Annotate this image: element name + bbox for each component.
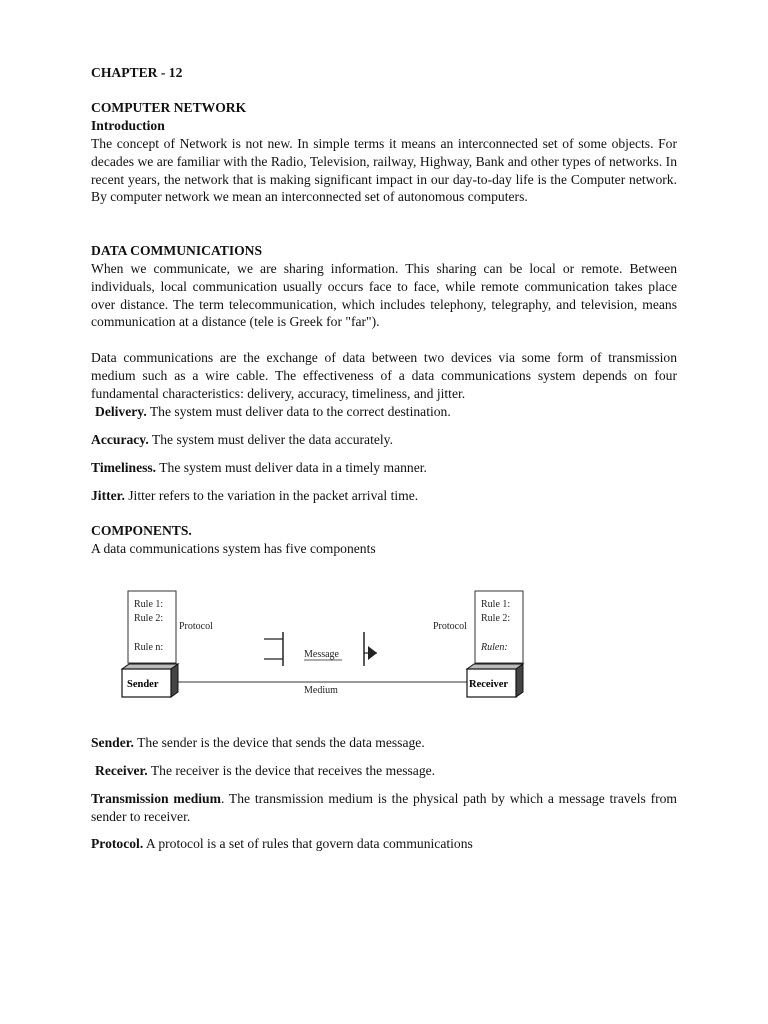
characteristic-term: Jitter. <box>91 488 125 503</box>
sender-rule-n: Rule n: <box>134 642 164 653</box>
sender-protocol-label: Protocol <box>179 621 213 632</box>
receiver-rule-1: Rule 1: <box>481 599 511 610</box>
message-label: Message <box>304 649 339 660</box>
definition-protocol <box>91 835 677 853</box>
definition-term: Receiver. <box>95 763 148 778</box>
definition-term: Protocol. <box>91 836 144 851</box>
definition-transmission-medium <box>91 790 677 826</box>
definition-desc: The sender is the device that sends the data message. <box>137 735 425 750</box>
receiver-label: Receiver <box>469 679 509 690</box>
components-diagram <box>121 588 531 702</box>
characteristic-jitter <box>91 487 677 505</box>
definition-desc: The receiver is the device that receives the message. <box>150 763 436 778</box>
characteristic-term: Timeliness. <box>91 460 157 475</box>
components-heading: COMPONENTS. <box>91 523 192 538</box>
data-communications-heading: DATA COMMUNICATIONS <box>91 243 263 258</box>
characteristic-term: Accuracy. <box>91 432 149 447</box>
medium-label: Medium <box>304 685 338 696</box>
characteristic-term: Delivery. <box>95 404 147 419</box>
characteristic-desc: The system must deliver data to the correct destination. <box>149 404 451 419</box>
characteristic-desc: The system must deliver the data accurately. <box>151 432 393 447</box>
data-communications-paragraph-2: Data communications are the exchange of data between two devices via some form of transmission medium such as a wire cable. The effectiveness of a data communications system depends on four fundamental characteristics: delivery, accuracy, timeliness, and jitter. <box>91 350 677 401</box>
characteristic-desc: Jitter refers to the variation in the packet arrival time. <box>128 488 419 503</box>
introduction-heading: Introduction <box>91 118 165 133</box>
characteristic-timeliness <box>91 459 677 477</box>
characteristic-delivery <box>91 403 681 421</box>
definition-term: Transmission medium <box>91 791 221 806</box>
chapter-heading: CHAPTER - 12 <box>91 65 183 80</box>
sender-rule-1: Rule 1: <box>134 599 164 610</box>
components-diagram-svg <box>121 588 531 702</box>
data-communications-paragraph-1: When we communicate, we are sharing information. This sharing can be local or remote. Between individuals, local communication usually occurs face to face, while remote communication takes place over distance. The term telecommunication, which includes telephony, telegraphy, and television, means communication at a distance (tele is Greek for "far"). <box>91 261 677 330</box>
receiver-protocol-label: Protocol <box>433 621 467 632</box>
characteristic-desc: The system must deliver data in a timely manner. <box>159 460 427 475</box>
definition-receiver <box>91 762 681 780</box>
sender-rule-2: Rule 2: <box>134 613 164 624</box>
definition-term: Sender. <box>91 735 134 750</box>
receiver-rule-n: Rulen: <box>481 642 508 653</box>
receiver-rule-2: Rule 2: <box>481 613 511 624</box>
definition-desc: A protocol is a set of rules that govern data communications <box>145 836 473 851</box>
characteristic-accuracy <box>91 431 677 449</box>
components-intro: A data communications system has five components <box>91 541 376 556</box>
introduction-paragraph: The concept of Network is not new. In simple terms it means an interconnected set of some objects. For decades we are familiar with the Radio, Television, railway, Highway, Bank and other types of networks. In recent years, the network that is making significant impact in our day-to-day life is the Computer network. By computer network we mean an interconnected set of autonomous computers. <box>91 136 677 205</box>
chapter-title: COMPUTER NETWORK <box>91 100 247 115</box>
definition-sender <box>91 734 677 752</box>
sender-label: Sender <box>127 679 159 690</box>
definition-desc: . The transmission medium is the physical path by which a message travels from sender to receiver. <box>91 791 678 824</box>
